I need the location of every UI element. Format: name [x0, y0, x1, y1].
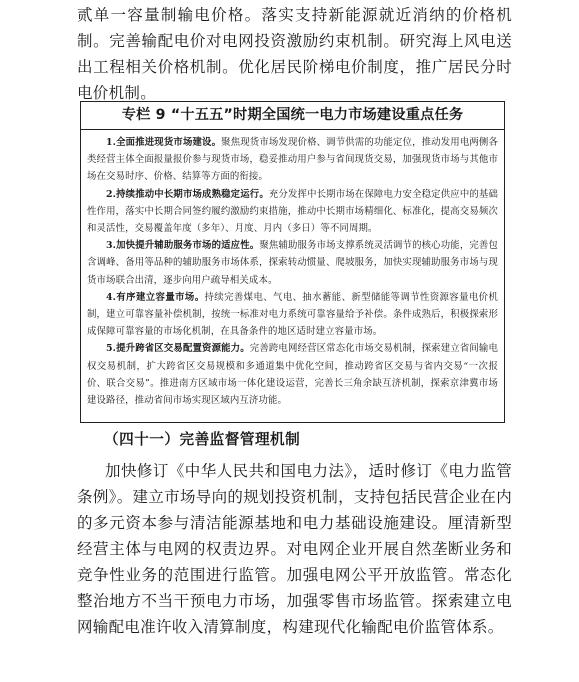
column-body [81, 130, 504, 409]
column-item [87, 289, 498, 341]
column-item-text: 充分发挥中长期市场在保障电力安全稳定供应中的基础性作用，落实中长期合同签约履约激励约束措施，推动中长期市场精细化、标准化，提高交易频次和灵活性，交易覆盖年度（多年）、月度、月内（多日）等不同周期。 [87, 188, 498, 235]
column-item-text: 聚焦辅助服务市场支撑系统灵活调节的核心功能，完善包含调峰、备用等品种的辅助服务市场体系，探索转动惯量、爬坡服务，加快实现辅助服务市场与现货市场联合出清，逐步向用户疏导相关成本。 [87, 240, 498, 286]
bottom-paragraph: 加快修订《中华人民共和国电力法》，适时修订《电力监管条例》。建立市场导向的规划投资机制，支持包括民营企业在内的多元资本参与清洁能源基地和电力基础设施建设。厘清新型经营主体与电网的权责边界。对电网企业开展自然垄断业务和竞争性业务的范围进行监管。加强电网公平开放监管。常态化整治地方不当干预电力市场，加强零售市场监管。探索建立电网输配电准许收入清算制度，构建现代化输配电价监管体系。 [77, 462, 512, 636]
column-item-lead: 5.提升跨省区交易配置资源能力。 [106, 343, 250, 355]
top-paragraph: 贰单一容量制输电价格。落实支持新能源就近消纳的价格机制。完善输配电价对电网投资激励约束机制。研究海上风电送出工程相关价格机制。优化居民阶梯电价制度，推广居民分时电价机制。 [77, 6, 512, 102]
column-item-text: 完善跨电网经营区常态化市场交易机制，探索建立省间输电权交易机制，扩大跨省区交易规模和多通道集中优化空间，推动跨省区交易与省内交易“一次报价、联合交易”。推进南方区域市场一体化建设运营，完善长三角余缺互济机制，探索京津冀市场建设路径，推动省间市场实现区域内互济功能。 [87, 343, 498, 407]
column-item-lead: 4.有序建立容量市场。 [106, 291, 205, 303]
column-item [87, 237, 498, 289]
column-box [80, 101, 505, 423]
column-item [87, 340, 498, 409]
column-item-lead: 2.持续推动中长期市场成熟稳定运行。 [106, 188, 269, 200]
column-item [87, 134, 498, 186]
column-item-text: 聚焦现货市场发现价格、调节供需的功能定位，推动发用电两侧各类经营主体全面报量报价参与现货市场，稳妥推动用户参与省间现货交易，加强现货市场与其他市场在交易时序、价格、结算等方面的衔接。 [87, 137, 498, 183]
section-heading: （四十一）完善监督管理机制 [104, 431, 301, 448]
column-item [87, 186, 498, 238]
column-title: 专栏 9 “十五五”时期全国统一电力市场建设重点任务 [81, 102, 504, 130]
column-item-text: 持续完善煤电、气电、抽水蓄能、新型储能等调节性资源容量电价机制，建立可靠容量补偿机制，按统一标准对电力系统可靠容量给予补偿。条件成熟后，积极探索形成保障可靠容量的市场化机制，在具备条件的地区适时建立容量市场。 [87, 291, 498, 338]
column-item-lead: 3.加快提升辅助服务市场的适应性。 [106, 240, 260, 252]
column-item-lead: 1.全面推进现货市场建设。 [106, 137, 222, 148]
